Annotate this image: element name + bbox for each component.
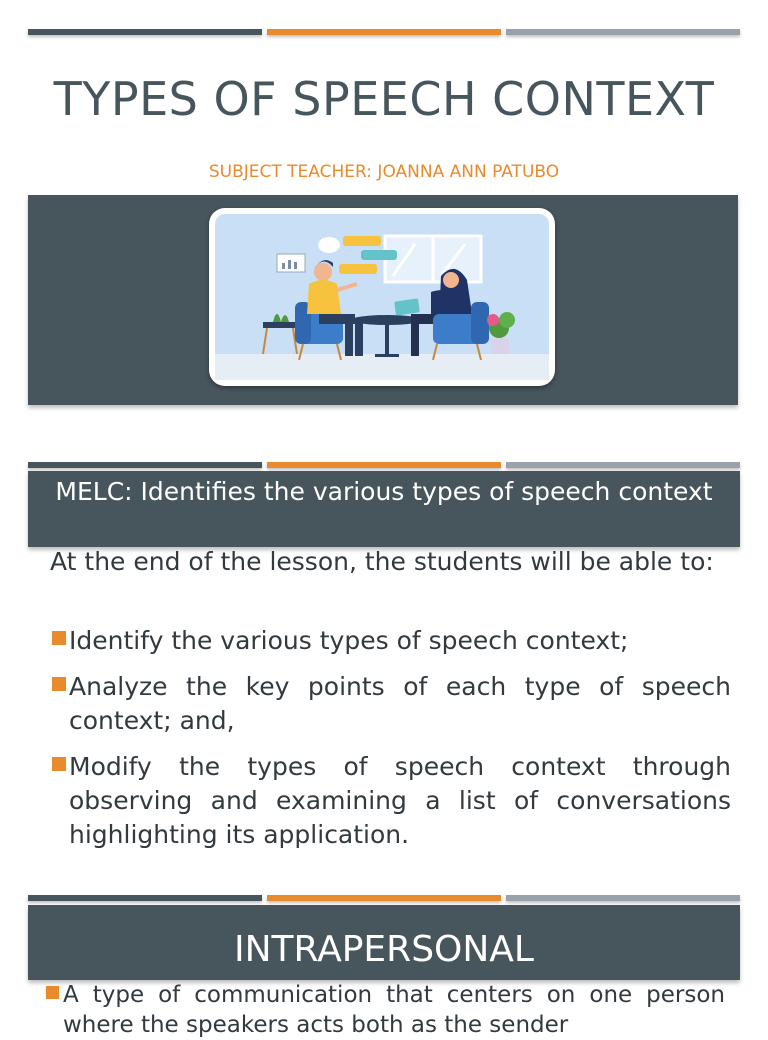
illustration-frame: [209, 208, 555, 386]
accent-bar-gray: [506, 29, 740, 35]
accent-bar-gray: [506, 895, 740, 901]
section-accent-bars: [28, 895, 740, 901]
list-item: [50, 750, 731, 852]
section-accent-bars: [28, 462, 740, 468]
objective-text: Modify the types of speech context through observing and examining a list of conversations highlighting its application.: [69, 752, 731, 849]
accent-bar-slate: [28, 895, 262, 901]
conversation-illustration-icon: [215, 214, 549, 380]
hero-banner: [28, 195, 738, 405]
accent-bar-gray: [506, 462, 740, 468]
accent-bar-orange: [267, 29, 501, 35]
definition-text: A type of communication that centers on one person where the speakers acts both as the sender: [63, 982, 725, 1038]
bullet-square-icon: [52, 677, 66, 691]
list-item: [50, 624, 731, 658]
section-heading: INTRAPERSONAL: [28, 905, 740, 980]
top-accent-bars: [28, 29, 740, 35]
objective-text: Analyze the key points of each type of speech context; and,: [69, 672, 731, 735]
objective-text: Identify the various types of speech context;: [69, 626, 629, 655]
page-title: TYPES OF SPEECH CONTEXT: [53, 72, 715, 126]
accent-bar-orange: [267, 462, 501, 468]
melc-banner: MELC: Identifies the various types of speech context: [28, 471, 740, 547]
list-item: [44, 980, 725, 1040]
list-item: [50, 670, 731, 738]
accent-bar-slate: [28, 29, 262, 35]
accent-bar-orange: [267, 895, 501, 901]
subject-teacher: SUBJECT TEACHER: JOANNA ANN PATUBO: [208, 162, 560, 182]
bullet-square-icon: [52, 631, 66, 645]
bullet-square-icon: [46, 986, 59, 999]
objectives-intro: At the end of the lesson, the students will be able to:: [50, 547, 714, 576]
accent-bar-slate: [28, 462, 262, 468]
bullet-square-icon: [52, 757, 66, 771]
